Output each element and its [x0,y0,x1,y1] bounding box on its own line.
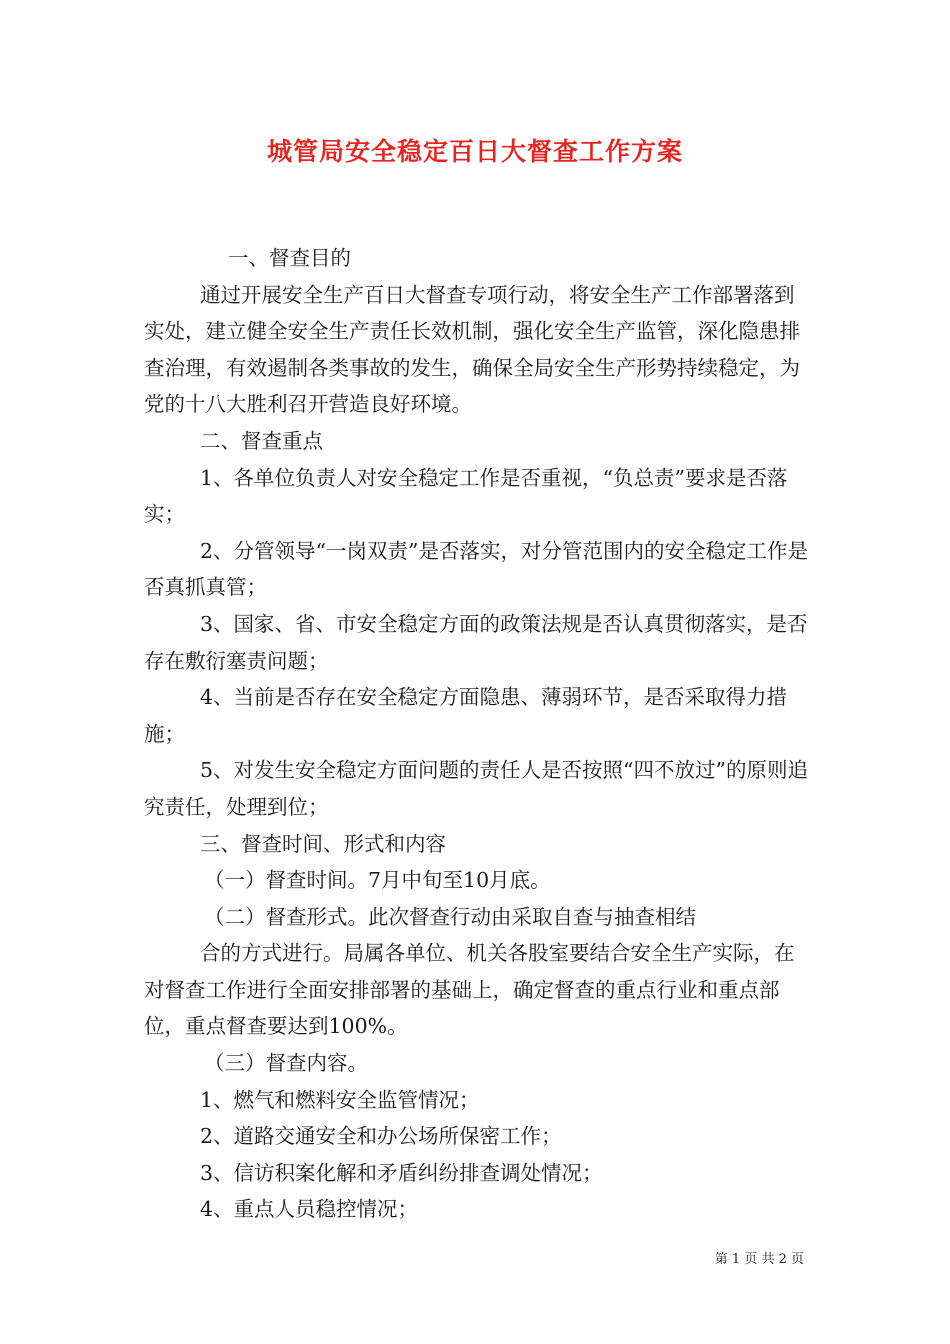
paragraph: 1、燃气和燃料安全监管情况； [200,1087,480,1112]
paragraph: 3、国家、省、市安全稳定方面的政策法规是否认真贯彻落实，是否存在敷衍塞责问题； [144,611,808,673]
paragraph: 4、当前是否存在安全稳定方面隐患、薄弱环节，是否采取得力措施； [144,685,788,746]
paragraph: 一、督查目的 [228,246,351,270]
paragraph: 2、分管领导“一岗双责”是否落实，对分管范围内的安全稳定工作是否真抓真管； [144,538,809,600]
page-number: 第 1 页 共 2 页 [714,1252,804,1267]
paragraph: （一）督查时间。7月中旬至10月底。 [204,868,551,893]
paragraph: 3、信访积案化解和矛盾纠纷排查调处情况； [200,1160,603,1185]
paragraph: 1、各单位负责人对安全稳定工作是否重视，“负总责”要求是否落实； [144,465,788,527]
document-body [144,240,809,1228]
paragraph: 通过开展安全生产百日大督查专项行动，将安全生产工作部署落到实处，建立健全安全生产责任长效机制，强化安全生产监管，深化隐患排查治理，有效遏制各类事故的发生，确保全局安全生产形势持续稳定，为党的十八大胜利召开营造良好环境。 [144,282,800,417]
paragraph: 合的方式进行。局属各单位、机关各股室要结合安全生产实际，在对督查工作进行全面安排部署的基础上，确定督查的重点行业和重点部位，重点督查要达到100%。 [144,941,795,1039]
document-title: 城管局安全稳定百日大督查工作方案 [266,137,683,166]
paragraph: （二）督查形式。此次督查行动由采取自查与抽查相结 [204,904,696,929]
paragraph: 二、督查重点 [200,428,323,453]
paragraph: 5、对发生安全稳定方面问题的责任人是否按照“四不放过”的原则追究责任，处理到位； [144,758,809,819]
paragraph: 2、道路交通安全和办公场所保密工作； [200,1124,562,1149]
paragraph: 三、督查时间、形式和内容 [200,831,446,856]
paragraph: （三）督查内容。 [204,1051,368,1076]
paragraph: 4、重点人员稳控情况； [200,1197,419,1222]
